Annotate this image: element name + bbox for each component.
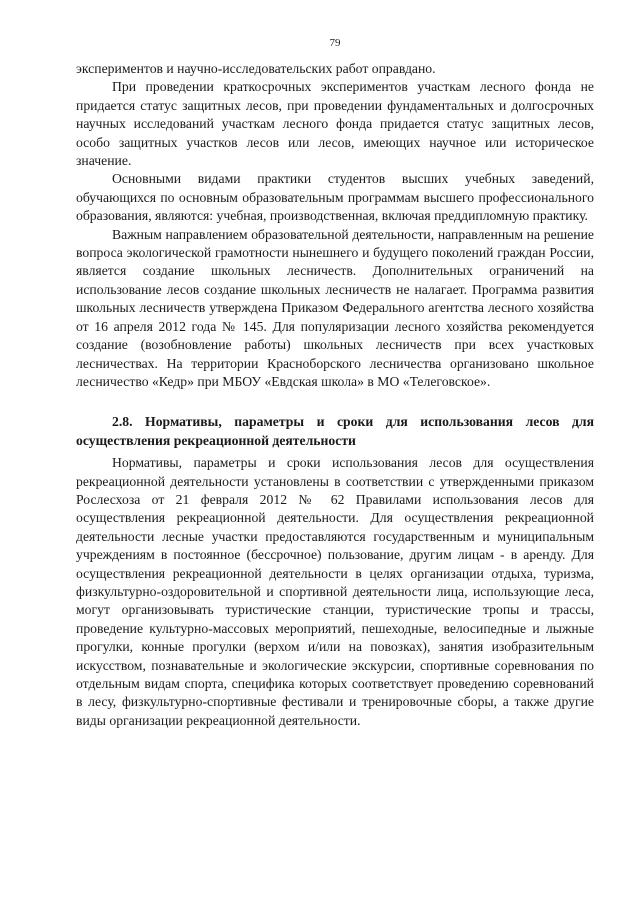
- section-heading: 2.8. Нормативы, параметры и сроки для использования лесов для осуществления рекреационной деятельности: [76, 414, 594, 448]
- paragraph-protective-status: При проведении краткосрочных экспериментов участкам лесного фонда не придается статус защитных лесов, при проведении фундаментальных и долгосрочных научных исследований участкам лесного фонда придается статус защитных лесов, особо защитных участков лесов или лесов, имеющих научное или историческое значение.: [76, 79, 594, 169]
- page-number: 79: [329, 37, 341, 49]
- paragraph-continuation: экспериментов и научно-исследовательских работ оправдано.: [76, 61, 436, 76]
- paragraph-school-forestry: Важным направлением образовательной деятельности, направленным на решение вопроса экологической грамотности нынешнего и будущего поколений граждан России, является создание школьных лесничеств. Дополнительных ограничений на использование лесов создание школьных лесничеств не налагает. Программа развития школьных лесничеств утверждена Приказом Федерального агентства лесного хозяйства от 16 апреля 2012 года № 145. Для популяризации лесного хозяйства рекомендуется создание (возобновление работы) школьных лесничеств при всех участковых лесничествах. На территории Красноборского лесничества организовано школьное лесничество «Кедр» при МБОУ «Евдская школа» в МО «Телеговское».: [76, 226, 594, 389]
- section-body-paragraph: Нормативы, параметры и сроки использования лесов для осуществления рекреационной деятельности установлены в соответствии с утвержденными приказом Рослесхоза от 21 февраля 2012 № 62 Правилами использования лесов для осуществления рекреационной деятельности. Для осуществления рекреационной деятельности лесные участки предоставляются государственным и муниципальным учреждениям в постоянное (бессрочное) пользование, другим лицам - в аренду. Для осуществления рекреационной деятельности в целях организации отдыха, туризма, физкультурно-оздоровительной и спортивной деятельности лица, использующие леса, могут организовывать туристические станции, туристические тропы и трассы, проведение культурно-массовых мероприятий, пешеходные, велосипедные и лыжные прогулки, конные прогулки (верхом и/или на повозках), занятия изобразительным искусством, познавательные и экологические экскурсии, спортивные соревнования по отдельным видам спорта, специфика которых соответствует проведению соревнований в лесу, физкультурно-спортивные фестивали и тренировочные сборы, а также другие виды организации рекреационной деятельности.: [76, 455, 594, 728]
- paragraph-student-practice: Основными видами практики студентов высших учебных заведений, обучающихся по основным образовательным программам высшего профессионального образования, являются: учебная, производственная, включая преддипломную практику.: [76, 171, 594, 224]
